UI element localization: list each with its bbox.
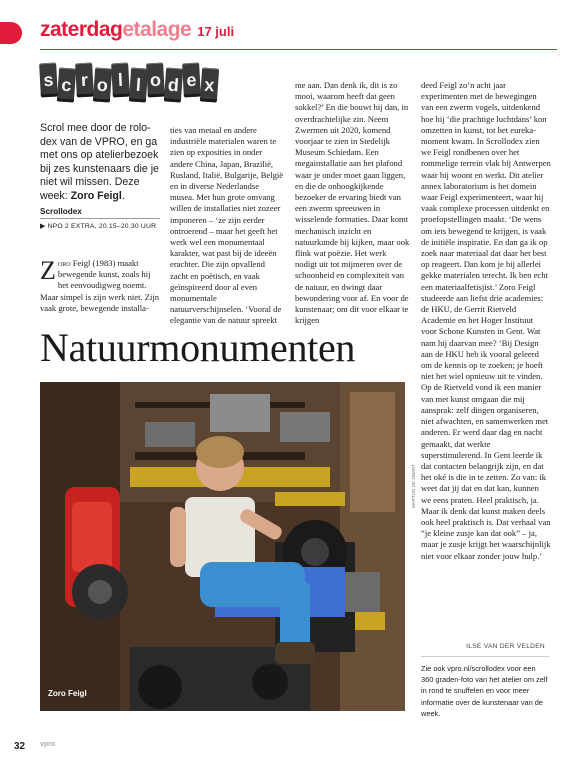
section-header	[40, 18, 234, 42]
more-info-box: Zie ook vpro.nl/scrollodex voor een 360 graden-foto van het atelier om zelf in rond te snuffelen en voor meer informatie over de kunstenaar van de week.	[421, 664, 548, 718]
logo-tile-8: e	[182, 63, 201, 98]
logo-tile-7: d	[164, 67, 183, 102]
lead-caps: oro	[57, 258, 71, 268]
article-column-3	[295, 80, 410, 326]
more-info-rule	[421, 656, 549, 657]
article-column-1	[40, 258, 162, 314]
article-column-4	[421, 80, 551, 562]
intro-artist-name: Zoro Feigl	[70, 189, 122, 202]
artist-photo	[40, 382, 405, 711]
column-2-text: ties van metaal en andere industriële materialen waren te zien op exposities in onder andere China, Japan, Brazilië, Rusland, Italië, Bulgarije, België en in diverse Nederlandse musea. Met hun grote omvang willen de installaties niet zozeer imponeren – ‘ze zijn eerder ontroerend – maar het geeft het werk wel een monumentaal karakter, wat past bij de ideeën erachter. Die zijn opvallend zacht en poëtisch, en vaak geïnspireerd door al even monumentale natuurverschijnselen. ‘Vooral de elegantie van de natuur spreekt	[170, 125, 284, 326]
author-signature: ILSE VAN DER VELDEN	[466, 643, 545, 650]
logo-tile-3: o	[93, 67, 112, 102]
header-part1: zaterdag	[40, 18, 123, 41]
column-3-text: me aan. Dan denk ik, dit is zo mooi, waarom heeft dat geen sokkel?’ En die bouwt hij dan, in overdrachtelijke zin. Neem Zwermen uit 2020, komend voorjaar te zien in Stedelijk Museum Schiedam. Een megainstallatie aan het plafond waar je onder moet gaan liggen, en die de onhoogkijkende bezoeker de ervaring biedt van een zwerm spreeuwen in wisselende formaties. Daar komt mechanisch inzicht en natuurkunde bij kijken, maar ook flink wat poëzie. Het werk nodigt uit tot mijmeren over de schoonheid en complexiteit van de natuur, en dwingt daar bewondering voor af. En voor de kunstenaar; om dit voor elkaar te krijgen	[295, 80, 410, 326]
article-column-2	[170, 125, 284, 327]
intro-body: Scrol mee door de rolo-dex van de VPRO, en ga met ons op atelierbezoek bij zes kunstenaars die je niet wil missen. Deze week:	[40, 122, 159, 202]
logo-tile-6: o	[147, 63, 166, 98]
header-part2: etalage	[122, 18, 192, 41]
column-4-text: deed Feigl zo’n acht jaar experimenten met de bewegingen van een zwerm vogels, uitdenkend hoe hij ‘die prachtige luchtdans’ kon omzetten in kunst, tot het eureka-moment kwam. In Scrollodex zien we Feigl rondbenen over het rommelige terrein vlak bij Antwerpen waar hij woont en werkt. Dit atelier annex laboratorium is het domein waar Feigl experimenteert, waar hij vaak complexe processen uitdenkt en proefopstellingen maakt. ‘De wens om iets bewegend te krijgen, is vaak de initiële inspiratie. En dan ga ik op zoek naar materiaal dat daar het best op reageert. Dan kom je bij allerlei gekke materialen terecht. Ik ben echt een materiaalfetisjist.’ Zoro Feigl studeerde aan liefst drie academies: de HKU, de Gerrit Rietveld Academie en het Hoger Instituut voor Schone Kunsten in Gent. Wat nam hij daarvan mee? ‘Bij Design aan de HKU heb ik vooral geleerd om de kennis op te zoeken; je hoeft niet het wiel opnieuw uit te vinden. Op de Rietveld vond ik een manier van met kunst omgaan die mij aansprak: zelf dingen organiseren, niet afwachten, en samenwerken met anderen. Er werd daar dag en nacht gemaakt, dat werkte superstimulerend. In Gent leerde ik dat contacten belangrijk zijn, en dat het oké is die in te zetten. Zo van: ik weet dat jij dat en dat kan, kunnen we eens praten. Heel praktisch, ja. Maar ik denk dat kunst maken deels ook heel praktisch is. Dat verhaal van “je kleine zusje kan dat ook” – ja, maar je zusje krijgt het waarschijnlijk niet voor elkaar zonder jouw hulp.’	[421, 80, 551, 561]
photo-caption: Zoro Feigl	[48, 689, 87, 698]
photo-credit: MARTIJN DE ZWART	[411, 464, 416, 508]
intro-end: .	[121, 189, 125, 202]
logo-tile-4: l	[111, 63, 130, 98]
logo-tile-1: c	[57, 67, 76, 102]
vpro-footer-logo: vpro	[40, 741, 56, 748]
column-1-text: Feigl (1983) maakt bewegende kunst, zoals hij het eenvoudigweg noemt. Maar simpel is zijn werk niet. Zijn vaak grote, bewegende installa-	[40, 258, 160, 313]
page-number: 32	[14, 741, 26, 752]
header-date: 17 juli	[197, 24, 235, 39]
scrollodex-logo	[40, 66, 218, 100]
intro-text	[40, 122, 162, 204]
logo-tile-2: r	[75, 63, 94, 98]
header-rule	[40, 49, 557, 50]
program-title: Scrollodex	[40, 207, 82, 216]
program-time: ▶ NPO 2 EXTRA, 20.15–20.30 UUR	[40, 223, 157, 230]
drop-cap: Z	[40, 256, 56, 285]
workshop-illustration	[40, 382, 405, 711]
logo-tile-5: l	[128, 67, 147, 102]
program-rule	[40, 218, 160, 219]
headline: Natuurmonumenten	[40, 325, 356, 370]
page-tab-marker	[0, 22, 22, 44]
logo-tile-9: x	[200, 67, 219, 102]
logo-tile-0: s	[39, 63, 58, 98]
